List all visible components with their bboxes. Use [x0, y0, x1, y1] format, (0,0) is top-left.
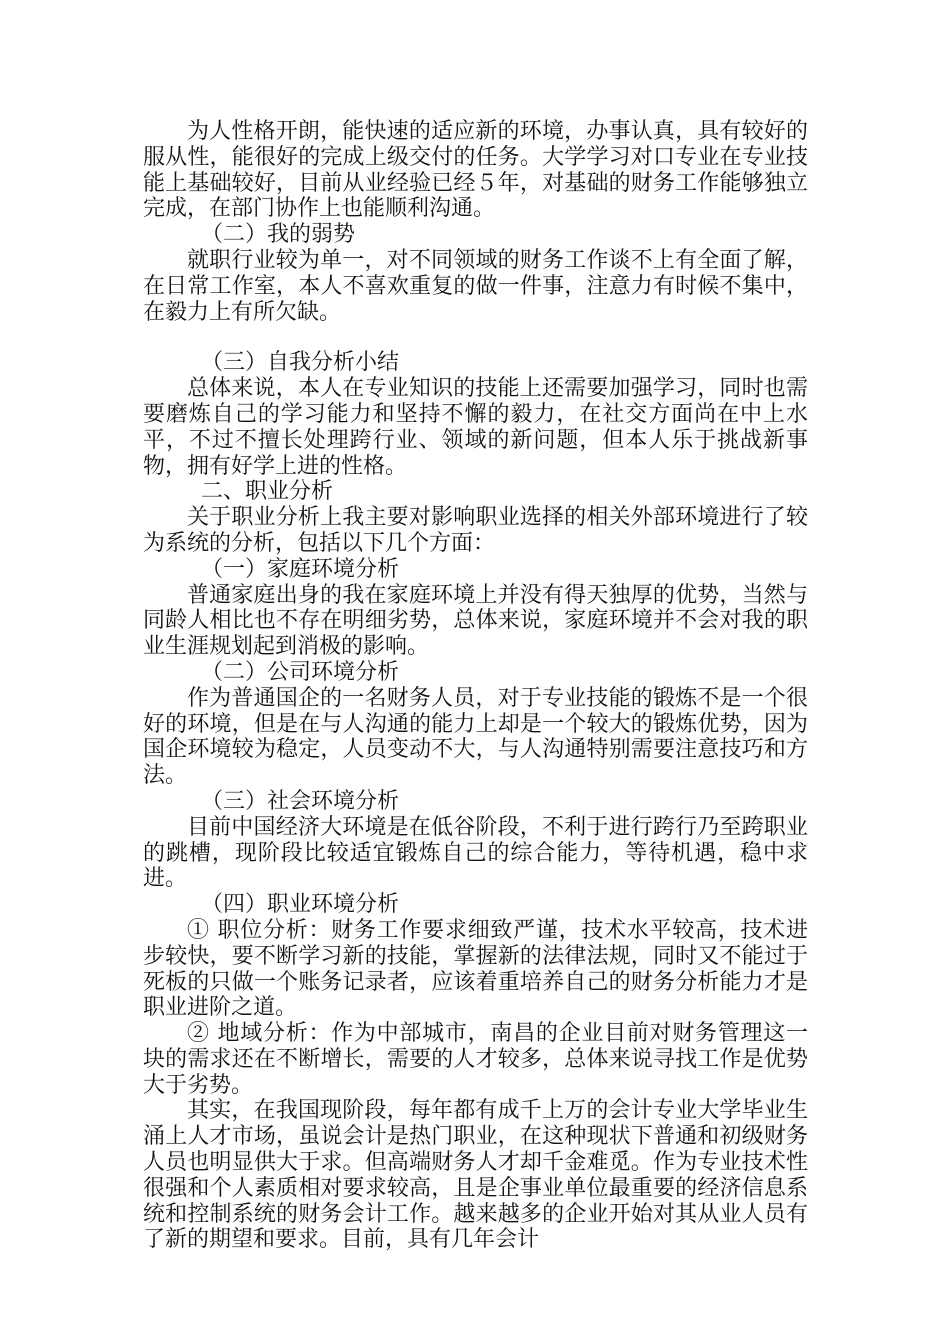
paragraph-weaknesses: 就职行业较为单一，对不同领域的财务工作谈不上有全面了解，在日常工作室，本人不喜欢重复的做一件事，注意力有时候不集中，在毅力上有所欠缺。 [143, 247, 808, 325]
paragraph-market-overview: 其实，在我国现阶段，每年都有成千上万的会计专业大学毕业生涌上人才市场，虽说会计是热门职业，在这种现状下普通和初级财务人员也明显供大于求。但高端财务人才却千金难觅。作为专业技术性很强和个人素质相对要求较高，且是企事业单位最重要的经济信息系统和控制系统的财务会计工作。越来越多的企业开始对其从业人员有了新的期望和要求。目前，具有几年会计 [143, 1098, 808, 1253]
paragraph-strengths: 为人性格开朗，能快速的适应新的环境，办事认真，具有较好的服从性，能很好的完成上级交付的任务。大学学习对口专业在专业技能上基础较好，目前从业经验已经５年，对基础的财务工作能够独立完成，在部门协作上也能顺利沟通。 [143, 119, 808, 222]
document-page [143, 119, 808, 1253]
heading-family-environment: （一）家庭环境分析 [201, 556, 400, 582]
heading-career-environment: （四）职业环境分析 [201, 892, 400, 918]
paragraph-self-summary: 总体来说，本人在专业知识的技能上还需要加强学习，同时也需要磨炼自己的学习能力和坚持不懈的毅力，在社交方面尚在中上水平，不过不擅长处理跨行业、领域的新问题，但本人乐于挑战新事物，拥有好学上进的性格。 [143, 376, 808, 479]
heading-social-environment: （三）社会环境分析 [201, 788, 400, 814]
heading-weaknesses: （二）我的弱势 [201, 222, 356, 248]
heading-career-analysis: 二、职业分析 [201, 479, 334, 505]
paragraph-family-environment: 普通家庭出身的我在家庭环境上并没有得天独厚的优势，当然与同龄人相比也不存在明细劣势，总体来说，家庭环境并不会对我的职业生涯规划起到消极的影响。 [143, 582, 808, 660]
paragraph-company-environment: 作为普通国企的一名财务人员，对于专业技能的锻炼不是一个很好的环境，但是在与人沟通的能力上却是一个较大的锻炼优势，因为国企环境较为稳定，人员变动不大，与人沟通特别需要注意技巧和方法。 [143, 685, 808, 789]
paragraph-career-analysis-intro: 关于职业分析上我主要对影响职业选择的相关外部环境进行了较为系统的分析，包括以下几个方面： [143, 505, 808, 556]
paragraph-social-environment: 目前中国经济大环境是在低谷阶段，不利于进行跨行乃至跨职业的跳槽，现阶段比较适宜锻炼自己的综合能力，等待机遇，稳中求进。 [143, 814, 808, 892]
blank-line [143, 325, 808, 350]
paragraph-position-analysis: ① 职位分析：财务工作要求细致严谨，技术水平较高，技术进步较快，要不断学习新的技能，掌握新的法律法规，同时又不能过于死板的只做一个账务记录者，应该着重培养自己的财务分析能力才是职业进阶之道。 [143, 917, 808, 1021]
heading-self-summary: （三）自我分析小结 [201, 350, 400, 376]
heading-company-environment: （二）公司环境分析 [201, 659, 400, 685]
paragraph-region-analysis: ② 地域分析：作为中部城市，南昌的企业目前对财务管理这一块的需求还在不断增长，需要的人才较多，总体来说寻找工作是优势大于劣势。 [143, 1021, 808, 1098]
